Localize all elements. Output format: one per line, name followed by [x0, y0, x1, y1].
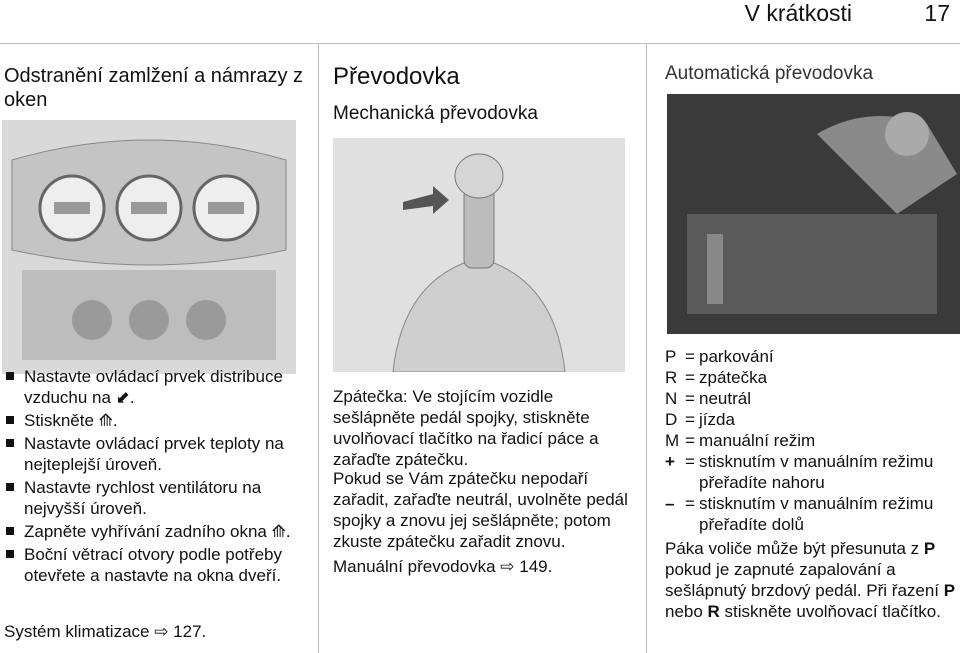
defrost-heading: Odstranění zamlžení a námrazy z oken — [4, 65, 304, 111]
legend-row: – = stisknutím v manuálním režimu — [665, 493, 960, 514]
page-number: 17 — [924, 0, 950, 26]
selector-lever-illustration — [667, 94, 960, 334]
column-defrost — [0, 44, 310, 653]
page-header — [0, 0, 960, 44]
list-item: Nastavte ovládací prvek teploty na nejteplejší úroveň. — [4, 433, 304, 475]
minus-icon: – — [665, 494, 675, 513]
list-item: Nastavte rychlost ventilátoru na nejvyšší úroveň. — [4, 477, 304, 519]
transmission-heading: Převodovka — [333, 63, 460, 90]
legend-key: N — [665, 389, 678, 408]
legend-key: P — [665, 347, 677, 366]
manual-transmission-reference-link[interactable]: Manuální převodovka ⇨ 149. — [333, 557, 553, 576]
list-item: Stiskněte ⟰. — [4, 410, 304, 431]
legend-row: R = zpátečka — [665, 367, 960, 388]
section-title: V krátkosti — [744, 0, 852, 26]
legend-value: stisknutím v manuálním režimu — [699, 494, 934, 513]
defrost-steps — [4, 366, 304, 588]
reverse-troubleshooting: Pokud se Vám zpátečku nepodaří zařadit, zařaďte neutrál, uvolněte pedál spojky a znovu jej sešlápněte; potom zkuste zpátečku zařadit znovu. — [333, 469, 628, 551]
plus-icon: + — [665, 452, 675, 471]
list-item: Zapněte vyhřívání zadního okna ⟰. — [4, 521, 304, 542]
reverse-instructions: Zpátečka: Ve stojícím vozidle sešlápněte pedál spojky, stiskněte uvolňovací tlačítko na řadicí páce a zařaďte zpátečku. — [333, 387, 599, 469]
manual-transmission-subheading: Mechanická převodovka — [333, 103, 538, 124]
legend-row: + = stisknutím v manuálním režimu — [665, 451, 960, 472]
legend-key: R — [665, 368, 678, 387]
legend-value: zpátečka — [699, 368, 768, 387]
automatic-transmission-subheading: Automatická převodovka — [665, 63, 874, 84]
legend-value: neutrál — [699, 389, 751, 408]
legend-key: D — [665, 410, 678, 429]
gear-lever-drawing — [333, 138, 625, 372]
climate-control-illustration — [2, 120, 296, 374]
legend-key: M — [665, 431, 680, 450]
gear-lever-illustration — [333, 138, 625, 372]
list-item: Nastavte ovládací prvek distribuce vzduchu na ⬋. — [4, 366, 304, 408]
legend-row: P = parkování — [665, 346, 960, 367]
legend-value: parkování — [699, 347, 774, 366]
legend-row: D = jízda — [665, 409, 960, 430]
column-automatic-transmission — [646, 44, 960, 653]
column-manual-transmission — [318, 44, 639, 653]
legend-row: M = manuální režim — [665, 430, 960, 451]
gear-legend — [665, 346, 960, 535]
legend-continuation: přeřadíte nahoru — [699, 473, 825, 492]
list-item: Boční větrací otvory podle potřeby otevřete a nastavte na okna dveří. — [4, 544, 304, 586]
legend-value: stisknutím v manuálním režimu — [699, 452, 934, 471]
climate-control-drawing — [2, 120, 296, 374]
legend-value: jízda — [699, 410, 735, 429]
legend-continuation: přeřadíte dolů — [699, 515, 804, 534]
legend-row: N = neutrál — [665, 388, 960, 409]
legend-value: manuální režim — [699, 431, 816, 450]
selector-lever-paragraph: Páka voliče může být přesunuta z P pokud je zapnuté zapalování a sešlápnutý brzdový pedál. Při řazení P nebo R stiskněte uvolňovací tlačítko. — [665, 539, 956, 621]
selector-lever-drawing — [667, 94, 960, 334]
climate-reference-link[interactable]: Systém klimatizace ⇨ 127. — [4, 622, 207, 641]
